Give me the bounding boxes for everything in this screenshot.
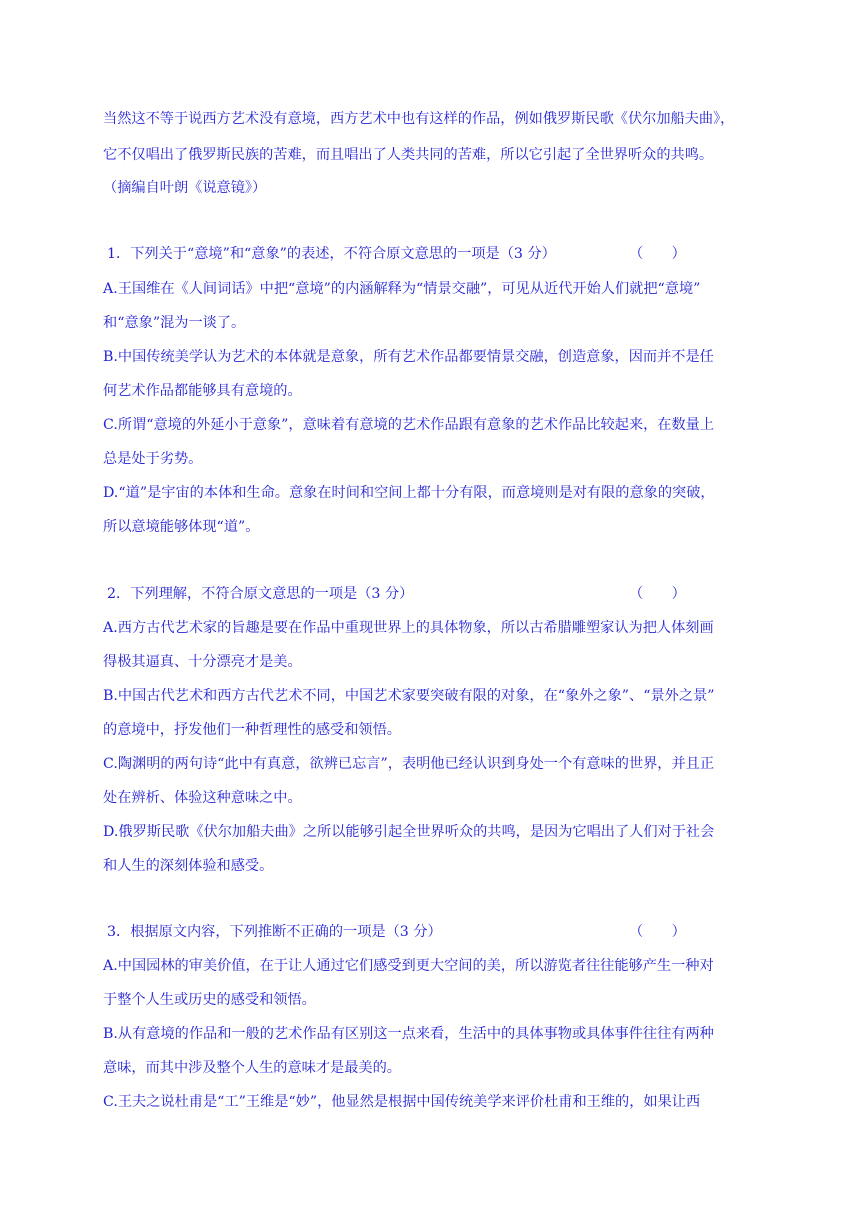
option-text: D.“道”是宇宙的本体和生命。意象在时间和空间上都十分有限，而意境则是对有限的意象的突破，	[103, 485, 715, 501]
passage-line: 它不仅唱出了俄罗斯民族的苦难，而且唱出了人类共同的苦难，所以它引起了全世界听众的共鸣。	[103, 147, 714, 163]
option-text: 和“意象”混为一谈了。	[103, 315, 246, 331]
question-1-stem: 1．下列关于“意境”和“意象”的表述，不符合原文意思的一项是（3 分）	[107, 246, 556, 262]
option-text: B.从有意境的作品和一般的艺术作品有区别这一点来看，生活中的具体事物或具体事件往往有两种	[103, 1026, 714, 1042]
option-text: D.俄罗斯民歌《伏尔加船夫曲》之所以能够引起全世界听众的共鸣，是因为它唱出了人们对于社会	[103, 824, 715, 840]
option-text: 和人生的深刻体验和感受。	[103, 858, 274, 874]
option-text: A.王国维在《人间词话》中把“意境”的内涵解释为“情景交融”，可见从近代开始人们就把“意境”	[103, 281, 701, 297]
option-text: 于整个人生或历史的感受和领悟。	[103, 992, 316, 1008]
question-3-stem: 3．根据原文内容，下列推断不正确的一项是（3 分）	[107, 924, 442, 940]
option-text: 意味，而其中涉及整个人生的意味才是最美的。	[103, 1060, 401, 1076]
option-text: 处在辨析、体验这种意味之中。	[103, 790, 302, 806]
option-text: C.王夫之说杜甫是“工”王维是“妙”，他显然是根据中国传统美学来评价杜甫和王维的，如果让西	[103, 1094, 701, 1110]
option-text: 总是处于劣势。	[103, 451, 203, 467]
option-text: C.所谓“意境的外延小于意象”，意味着有意境的艺术作品跟有意象的艺术作品比较起来，在数量上	[103, 417, 715, 433]
option-text: A.中国园林的审美价值，在于让人通过它们感受到更大空间的美，所以游览者往往能够产生一种对	[103, 958, 714, 974]
question-2-stem: 2．下列理解，不符合原文意思的一项是（3 分）	[107, 586, 414, 602]
option-text: 得极其逼真、十分漂亮才是美。	[103, 654, 302, 670]
question-3-answer-blank: （ ）	[629, 924, 686, 940]
passage-line: 当然这不等于说西方艺术没有意境，西方艺术中也有这样的作品，例如俄罗斯民歌《伏尔加船夫曲》，	[103, 111, 735, 127]
option-text: B.中国传统美学认为艺术的本体就是意象，所有艺术作品都要情景交融，创造意象，因而并不是任	[103, 349, 714, 365]
option-text: 所以意境能够体现“道”。	[103, 519, 260, 535]
option-text: C.陶渊明的两句诗“此中有真意，欲辨已忘言”，表明他已经认识到身处一个有意味的世界，并且正	[103, 756, 715, 772]
question-1-answer-blank: （ ）	[629, 246, 686, 262]
option-text: A.西方古代艺术家的旨趣是要在作品中重现世界上的具体物象，所以古希腊雕塑家认为把人体刻画	[103, 620, 714, 636]
option-text: B.中国古代艺术和西方古代艺术不同，中国艺术家要突破有限的对象，在“象外之象”、“景外之景”	[103, 688, 715, 704]
option-text: 的意境中，抒发他们一种哲理性的感受和领悟。	[103, 722, 401, 738]
option-text: 何艺术作品都能够具有意境的。	[103, 383, 302, 399]
passage-source: （摘编自叶朗《说意镜》）	[103, 180, 267, 196]
question-2-answer-blank: （ ）	[629, 586, 686, 602]
